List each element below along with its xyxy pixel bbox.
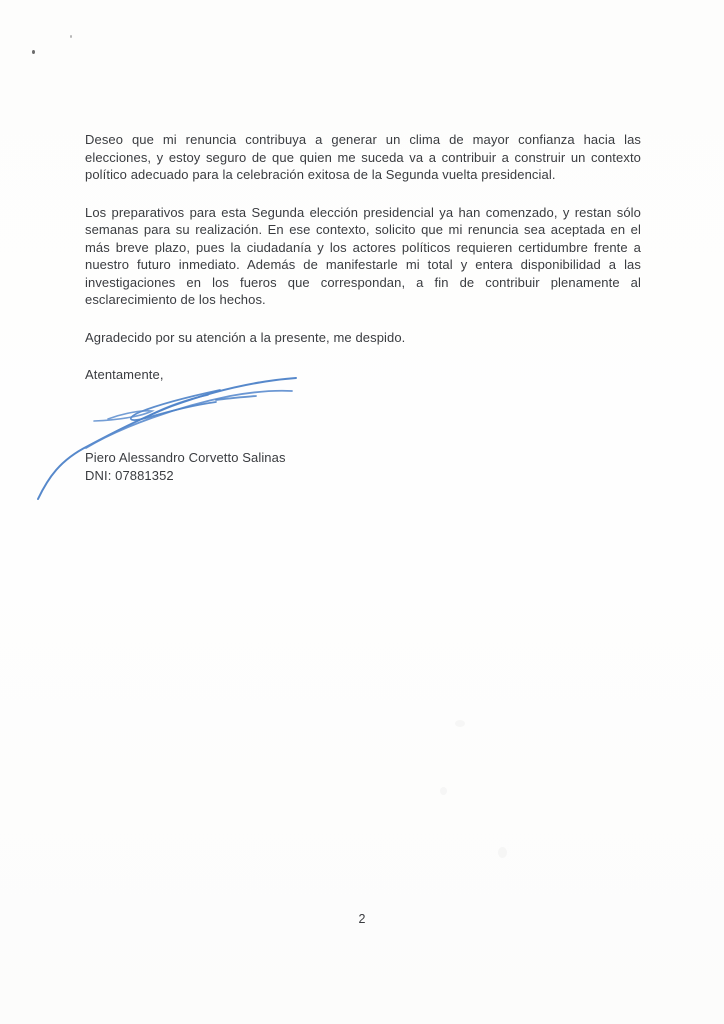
letter-paragraph-1: Deseo que mi renuncia contribuya a generar un clima de mayor confianza hacia las elecciones, y estoy seguro de que quien me suceda va a contribuir a construir un contexto político adecuado para la celebración exitosa de la Segunda vuelta presidencial. <box>85 132 641 182</box>
scan-smudge <box>455 720 465 727</box>
scan-speck <box>70 35 72 38</box>
letter-paragraph-2: Los preparativos para esta Segunda elección presidencial ya han comenzado, y restan sólo semanas para su realización. En ese contexto, solicito que mi renuncia sea aceptada en el más breve plazo, pues la ciudadanía y los actores políticos requieren certidumbre frente a nuestro futuro inmediato. Además de manifestarle mi total y entera disponibilidad a las investigaciones en los fueros que correspondan, a fin de contribuir plenamente al esclarecimiento de los hechos. <box>85 204 641 307</box>
letter-paragraph-3: Agradecido por su atención a la presente, me despido. <box>85 329 406 345</box>
letter-closing: Atentamente, <box>85 367 164 382</box>
signer-dni: DNI: 07881352 <box>85 467 174 483</box>
signature-block <box>85 449 286 484</box>
scan-speck <box>32 50 35 54</box>
scan-smudge <box>498 847 507 858</box>
scan-smudge <box>440 787 447 795</box>
letter-body <box>85 131 641 384</box>
signer-name: Piero Alessandro Corvetto Salinas <box>85 450 286 465</box>
page-number: 2 <box>358 912 366 926</box>
